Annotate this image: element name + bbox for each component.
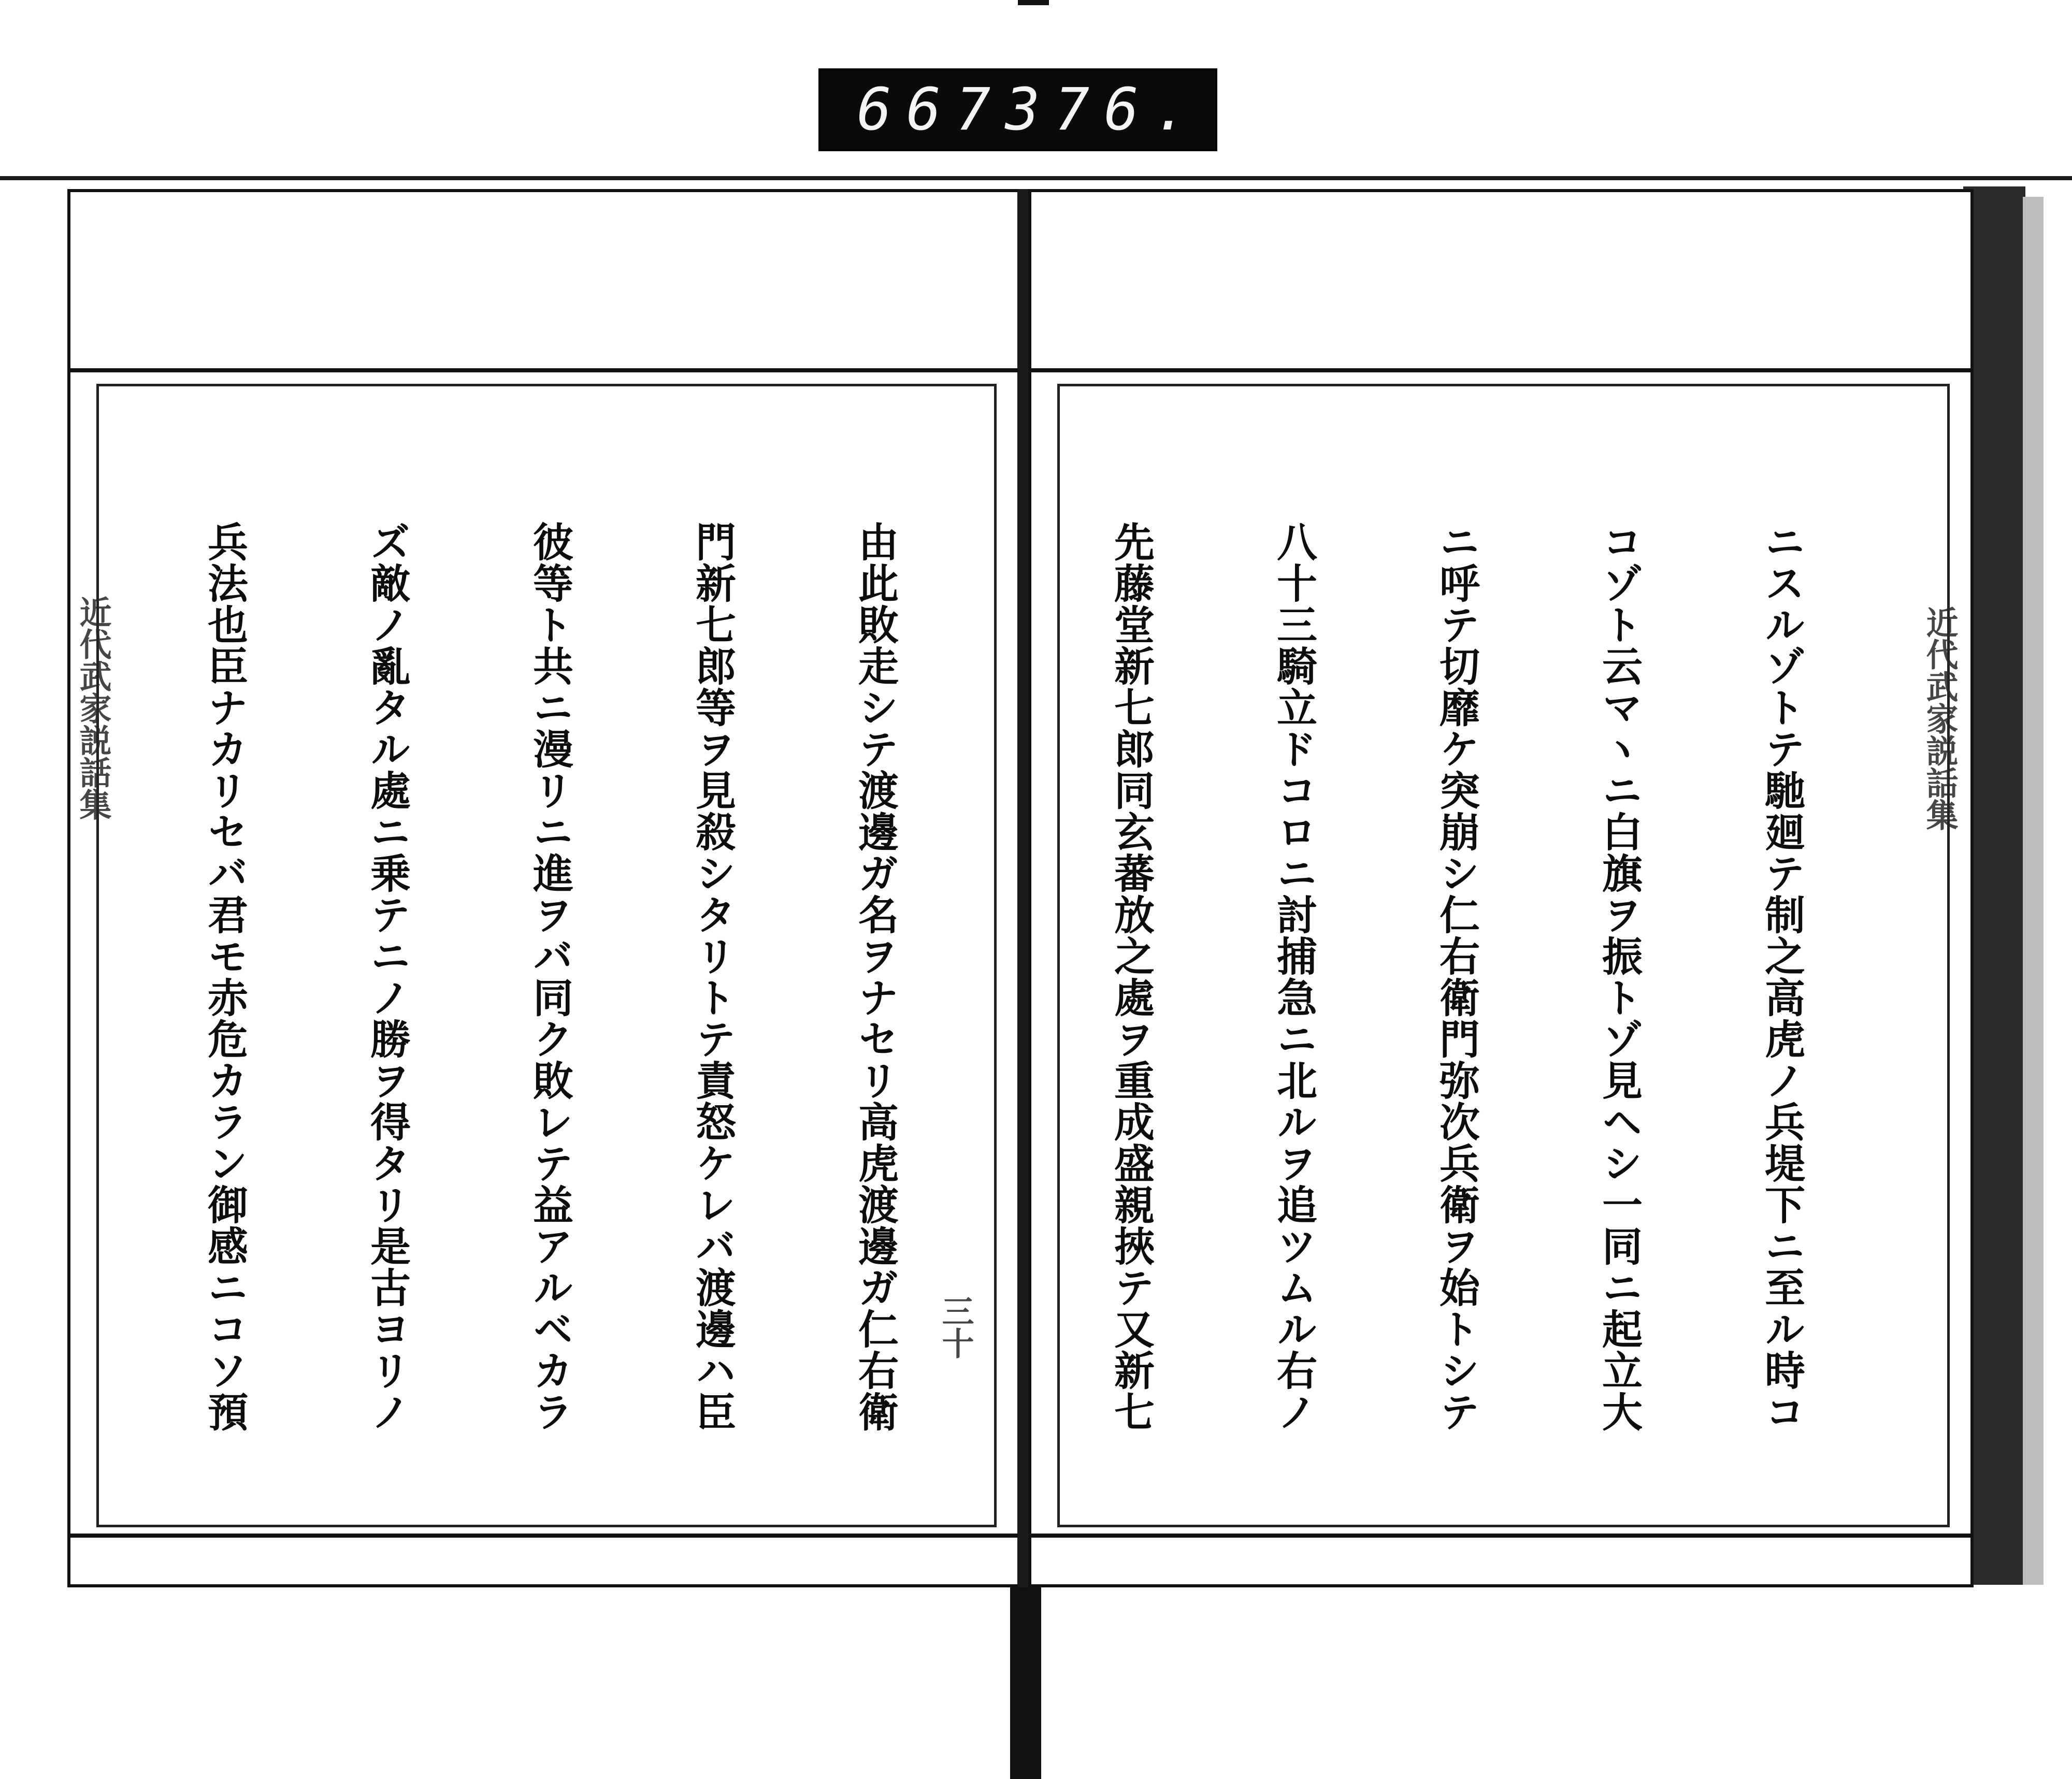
text-column: ニスルゾトテ馳廻テ制之高虎ノ兵堤下ニ至ル時コ: [1758, 521, 1805, 1433]
book-gutter-tail: [1010, 1587, 1041, 1779]
left-page-headband: [70, 192, 1017, 372]
text-column: ニ呼テ切靡ケ突崩シ仁右衛門弥次兵衛ヲ始トシテ: [1433, 521, 1480, 1433]
text-column: 由此敗走シテ渡邊ガ名ヲナセリ高虎渡邊ガ仁右衛: [852, 521, 899, 1433]
text-column: 門新七郎等ヲ見殺シタリトテ責怒ケレバ渡邊ハ臣: [689, 521, 736, 1433]
left-page-footband: [70, 1534, 1017, 1584]
right-page-footband: [1031, 1534, 1970, 1584]
top-edge-mark: [1018, 0, 1049, 5]
right-page-headband: [1031, 192, 1970, 372]
left-page-body-text: [132, 425, 997, 1538]
text-column: 八十三騎立ドコロニ討捕急ニ北ルヲ追ツムル右ノ: [1270, 521, 1317, 1433]
left-page-margin-title: 近代武家説話集: [74, 596, 112, 820]
text-column: ズ敵ノ亂タル處ニ乗テニノ勝ヲ得タリ是古ヨリノ: [364, 521, 411, 1433]
catalog-label-plate: [818, 68, 1217, 151]
text-column: 彼等ト共ニ漫リニ進ヲバ同ク敗レテ益アルベカラ: [526, 521, 573, 1433]
right-page-margin-title: 近代武家説話集: [1921, 606, 1959, 831]
text-column: 兵法也臣ナカリセバ君モ赤危カラン御感ニコソ預: [201, 521, 248, 1433]
catalog-number-left: 667: [857, 76, 1005, 143]
text-column: 先藤堂新七郎同玄蕃放之處ヲ重成盛親挾テ又新七: [1107, 521, 1155, 1433]
right-page-body-text: [1077, 425, 1904, 1538]
catalog-number-right: 376.: [1005, 76, 1203, 143]
text-column: コゾト云マヽニ白旗ヲ振トゾ見ヘシ一同ニ起立大: [1595, 521, 1643, 1433]
book-gutter: [1018, 189, 1028, 1587]
book-page-edges: [2023, 197, 2044, 1585]
left-page-folio: 三十: [937, 1295, 974, 1359]
scan-top-rule: [0, 176, 2072, 180]
